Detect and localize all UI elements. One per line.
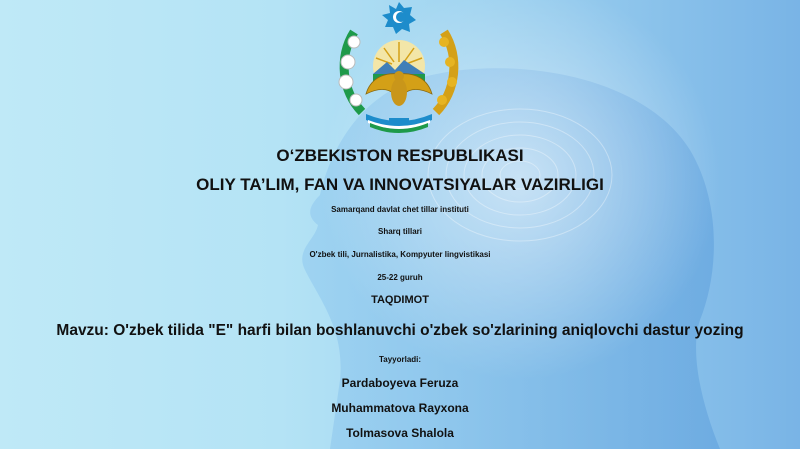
emblem-ribbon [366,114,432,133]
country-title: O‘ZBEKISTON RESPUBLIKASI [276,146,524,165]
faculty-name: Sharq tillari [377,227,422,236]
presentation-label: TAQDIMOT [371,294,429,306]
author-name: Tolmasova Shalola [346,426,454,440]
author-name: Pardaboyeva Feruza [341,376,459,390]
institution-name: Samarqand davlat chet tillar instituti [331,205,469,214]
author-name: Muhammatova Rayxona [331,401,469,415]
uzbekistan-state-emblem-icon [332,2,466,136]
group-text: 25-22 guruh [377,273,423,282]
presentation-topic: Mavzu: O'zbek tilida "E" harfi bilan boshlanuvchi o'zbek so'zlarining aniqlovchi dastur yozing [56,322,744,339]
emblem-star [382,2,416,34]
subjects-text: O'zbek tili, Jurnalistika, Kompyuter lingvistikasi [309,250,491,259]
ministry-title: OLIY TA’LIM, FAN VA INNOVATSIYALAR VAZIRLIGI [196,175,604,194]
authors-label: Tayyorladi: [378,355,422,364]
